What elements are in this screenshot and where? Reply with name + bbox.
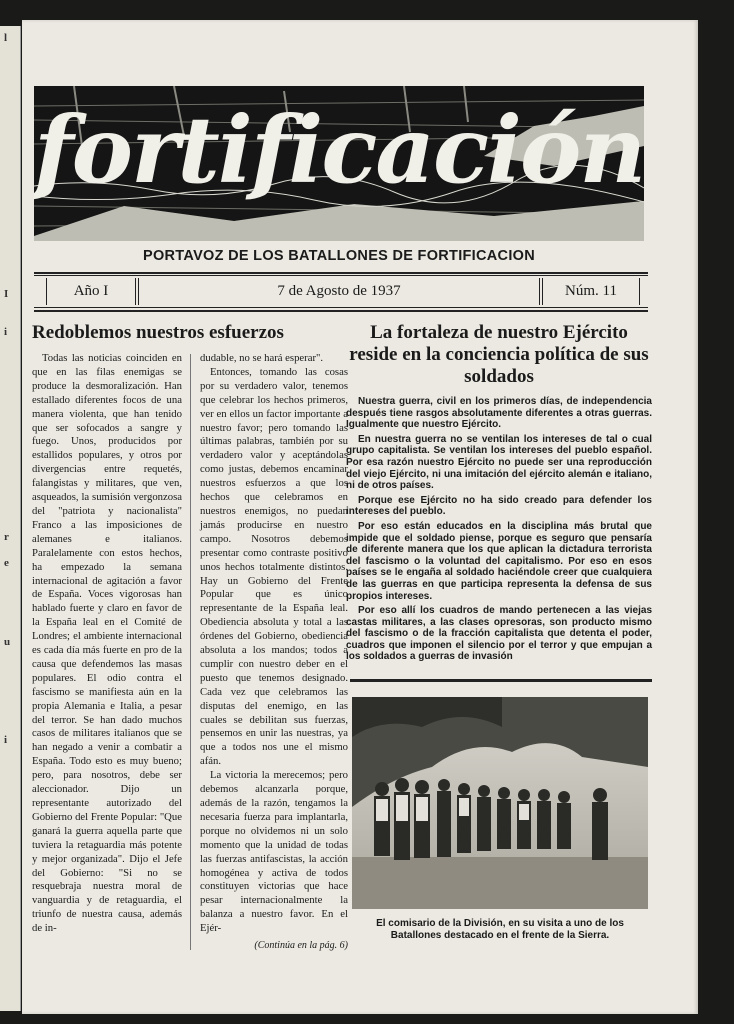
photo-caption: El comisario de la División, en su visita a uno de los Batallones destacado en el frente de la Sierra.: [376, 918, 624, 941]
issue-year: Año I: [46, 278, 136, 305]
prev-page-letter: r: [4, 531, 9, 543]
right-article-paragraph: Por eso están educados en la disciplina más brutal que impide que el soldado piense, porque es seguro que pensaría de diferente manera que los que aplican la dictadura terrorista del fascismo o la voluntad del capitalismo. Por eso en esos países se le engaña al soldado haciéndole creer que cualquiera de las guerras en que participa representa la defensa de sus propios intereses.: [346, 520, 652, 602]
masthead-title-logo: fortificación: [34, 96, 644, 204]
masthead-subtitle: PORTAVOZ DE LOS BATALLONES DE FORTIFICACION: [142, 248, 536, 264]
info-bar-top-rule-thin: [34, 275, 648, 276]
prev-page-letter: l: [4, 32, 8, 44]
info-bar-bottom-rule: [34, 310, 648, 312]
left-article-headline: Redoblemos nuestros esfuerzos: [32, 322, 284, 343]
prev-page-letter: I: [4, 288, 9, 300]
left-article-text-col2-p1: dudable, no se hará esperar".: [200, 352, 324, 364]
previous-page-edge: [0, 26, 21, 1011]
left-article-text-col1: Todas las noticias coinciden en que en las filas enemigas se produce la desmoralización. Han estallado diferentes focos de una manera violenta, que han tenido que ser sofocados a sangre y fuego. Unos, producidos por estallidos populares, y otros por divergencias entre requetés, falangistas y militares, que ven, asqueados, la sumisión vergonzosa del "patriota y nacionalista" Franco a las imposiciones de alemanes e italianos. Paralelamente con estos hechos, ha empezado la semana internacional de agitación a favor de España. Voces vigorosas han hablado fuerte y claro en favor de la España leal en el Comité de Londres; el ambiente internacional es cada día más fuerte en pro de la causa que defendemos las masas populares. El odio contra el fascismo se manifiesta aún en la propia Alemania e Italia, a pesar del terror. Se han dado muchos casos de militares italianos que se han negado a venir a combatir a España. Todo esto es muy bueno; pero, para nosotros, debe ser aleccionador. Dijo un representante autorizado del Gobierno del Frente Popular: "Que ganará la guerra aquella parte que tuviera la retaguardia más potente y mejor organizada". Dijo el Jefe del Gobierno: "Si no se resquebraja nuestra moral de vanguardia y de retaguardia, el triunfo de nuestra causa, además de in-: [32, 352, 182, 935]
issue-date: 7 de Agosto de 1937: [138, 278, 540, 305]
prev-page-letter: i: [4, 734, 8, 746]
left-article-header: [32, 322, 344, 344]
left-article-column-1: [32, 352, 182, 936]
newspaper-page: [22, 20, 698, 1014]
left-article-text-col2-p3: La victoria la merecemos; pero debemos alcanzarla porque, además de la razón, tengamos la necesaria fuerza para implantarla, porque no olvidemos ni un solo momento que la unidad de todas las fuerzas antifascistas, la acción homogénea y activa de todos constituyen victorias que hace pesar internacionalmente la balanza a nuestro favor. En el Ejér-: [200, 769, 348, 935]
left-article-column-2: [200, 352, 348, 951]
soldiers-photograph: [352, 697, 648, 909]
right-article-headline: La fortaleza de nuestro Ejército reside en la conciencia política de sus soldados: [349, 322, 649, 387]
left-article-text-col2-p2: Entonces, tomando las cosas por su verdadero valor, tenemos que celebrar los hechos primeros, ver en ellos un factor importante a nuestro favor; pero tomando las últimas palabras, también por su verdadero valor y aceptándolas como justas, debemos encaminar nuestros esfuerzos a que los hechos que celebramos en nuestros enemigos, no puedan jamás producirse en nuestro campo. Nosotros debemos presentar como contraste positivo unos hechos totalmente distintos. Hay un Gobierno del Frente Popular que es único representante de la España leal. Obediencia absoluta y total a las órdenes del Gobierno, obediencia absoluta a los mandos; todos a cumplir con nuestro deber en el puesto que tenemos designado. Cada vez que celebramos las disputas del enemigo, en las cuales se debilitan sus fuerzas, pensemos en unir las nuestras, ya que a todos nos une el mismo afán.: [200, 365, 348, 768]
prev-page-letter: i: [4, 326, 8, 338]
info-bar-top-rule: [34, 272, 648, 274]
right-article-body: [346, 396, 652, 663]
issue-number: Núm. 11: [542, 278, 640, 305]
continued-note: (Continúa en la pág. 6): [254, 940, 348, 952]
info-bar: [46, 278, 638, 306]
column-separator: [190, 354, 191, 950]
right-article: [346, 322, 652, 666]
right-article-paragraph: Nuestra guerra, civil en los primeros días, de independencia después tiene rasgos absolutamente diferentes a otras guerras. Igualmente que nuestro Ejército.: [346, 396, 652, 431]
prev-page-letter: e: [4, 557, 9, 569]
right-article-divider: [350, 679, 652, 682]
info-bar-bottom-rule-thin: [34, 307, 648, 308]
photo-illustration: [352, 697, 648, 909]
right-article-paragraph: Porque ese Ejército no ha sido creado para defender los intereses del pueblo.: [346, 494, 652, 518]
right-article-paragraph: Por eso allí los cuadros de mando pertenecen a las viejas castas militares, a las clases opresoras, son producto mismo del fascismo o de la fracción capitalista que detenta el poder, cuadros que imponen el silencio por el terror y que empujan a los soldados a guerras de invasión: [346, 605, 652, 663]
masthead-banner: [34, 86, 644, 241]
prev-page-letter: u: [4, 636, 11, 648]
right-article-paragraph: En nuestra guerra no se ventilan los intereses de tal o cual grupo capitalista. Se ventilan los intereses del pueblo español. Por esa razón nuestro Ejército no puede ser una reproducción del viejo Ejército, ni una imitación del ejército alemán e italiano, ni de otros países.: [346, 433, 652, 492]
